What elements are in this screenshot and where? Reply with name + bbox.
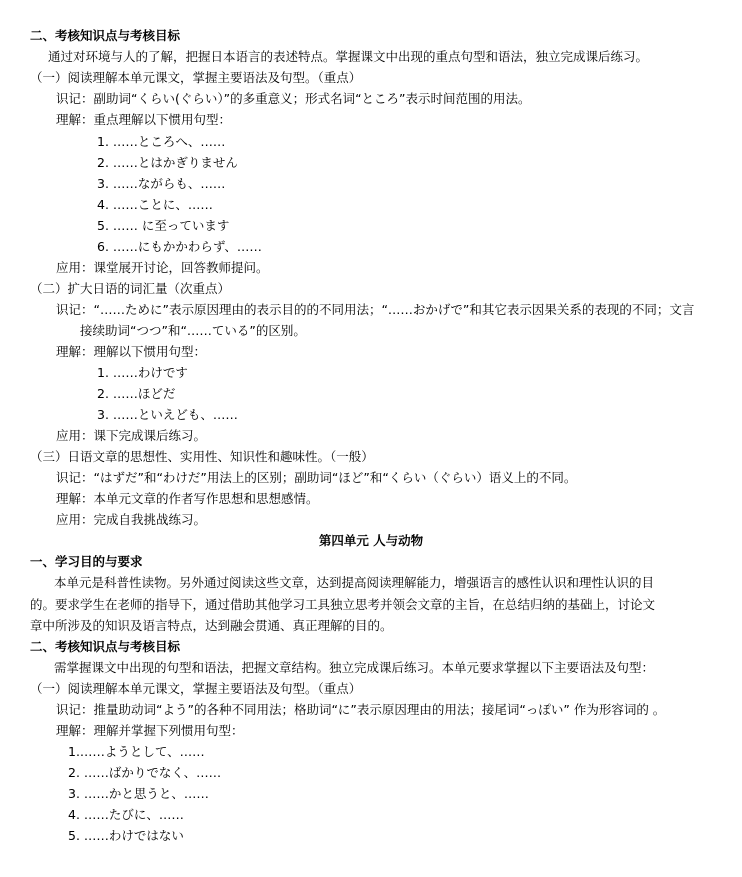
unit4-goals-line-1: 本单元是科普性读物。另外通过阅读这些文章，达到提高阅读理解能力，增强语言的感性认识和理性认识的目: [54, 575, 655, 590]
part1-item-2: 2. ……とはかぎりません: [97, 155, 238, 170]
unit4-goals-line-3: 章中所涉及的知识及语言特点，达到融会贯通、真正理解的目的。: [30, 618, 393, 633]
part2-apply: 应用：课下完成课后练习。: [56, 428, 207, 443]
part1-item-4: 4. ……ことに、……: [97, 197, 213, 212]
unit4-knowledge-title: 二、考核知识点与考核目标: [30, 639, 181, 654]
part1-item-6: 6. ……にもかかわらず、……: [97, 239, 262, 254]
unit4-goals-title: 一、学习目的与要求: [30, 554, 143, 569]
unit4-item-1: 1.……ようとして、……: [68, 744, 205, 759]
unit4-item-4: 4. ……たびに、……: [68, 807, 184, 822]
intro-paragraph: 通过对环境与人的了解，把握日本语言的表述特点。掌握课文中出现的重点句型和语法，独立完成课后练习。: [48, 49, 649, 64]
part2-item-2: 2. ……ほどだ: [97, 386, 176, 401]
part2-item-3: 3. ……といえども、……: [97, 407, 238, 422]
part2-recall-line-1: 识记：“……ために”表示原因理由的表示目的的不同用法；“……おかげで”和其它表示因果关系的表现的不同；文言: [56, 302, 695, 317]
part2-heading: （二）扩大日语的词汇量（次重点）: [30, 281, 231, 296]
part1-item-5: 5. …… に至っています: [97, 218, 230, 233]
unit4-item-5: 5. ……わけではない: [68, 828, 184, 843]
part3-understand: 理解：本单元文章的作者写作思想和思想感情。: [56, 491, 319, 506]
part1-apply: 应用：课堂展开讨论，回答教师提问。: [56, 260, 269, 275]
section-title: 二、考核知识点与考核目标: [30, 28, 181, 43]
unit4-part1-recall: 识记：推量助动词“よう”的各种不同用法；格助词“に”表示原因理由的用法；接尾词“っぽい” 作为形容词的 。: [56, 702, 666, 717]
part2-recall-line-2: 接续助词“つつ”和“……ている”的区别。: [80, 323, 306, 338]
unit4-knowledge-intro: 需掌握课文中出现的句型和语法，把握文章结构。独立完成课后练习。本单元要求掌握以下主要语法及句型：: [54, 660, 655, 675]
unit4-item-2: 2. ……ばかりでなく、……: [68, 765, 222, 780]
unit4-goals-line-2: 的。要求学生在老师的指导下，通过借助其他学习工具独立思考并领会文章的主旨，在总结归纳的基础上，讨论文: [30, 597, 656, 612]
unit4-item-3: 3. ……かと思うと、……: [68, 786, 209, 801]
unit4-title: 第四单元 人与动物: [318, 533, 424, 548]
part1-understand: 理解：重点理解以下惯用句型：: [56, 112, 232, 127]
part1-heading: （一）阅读理解本单元课文，掌握主要语法及句型。（重点）: [30, 70, 362, 85]
part3-apply: 应用：完成自我挑战练习。: [56, 512, 207, 527]
part2-understand: 理解：理解以下惯用句型：: [56, 344, 207, 359]
part1-recall: 识记：副助词“くらい(ぐらい）”的多重意义；形式名词“ところ”表示时间范围的用法。: [56, 91, 531, 106]
part1-item-1: 1. ……ところへ、……: [97, 134, 226, 149]
unit4-part1-heading: （一）阅读理解本单元课文，掌握主要语法及句型。（重点）: [30, 681, 362, 696]
part3-recall: 识记：“はずだ”和“わけだ”用法上的区别；副助词“ほど”和“くらい（ぐらい）语义上的不同。: [56, 470, 577, 485]
part1-item-3: 3. ……ながらも、……: [97, 176, 226, 191]
part3-heading: （三）日语文章的思想性、实用性、知识性和趣味性。（一般）: [30, 449, 374, 464]
unit4-part1-understand: 理解：理解并掌握下列惯用句型：: [56, 723, 244, 738]
part2-item-1: 1. ……わけです: [97, 365, 188, 380]
